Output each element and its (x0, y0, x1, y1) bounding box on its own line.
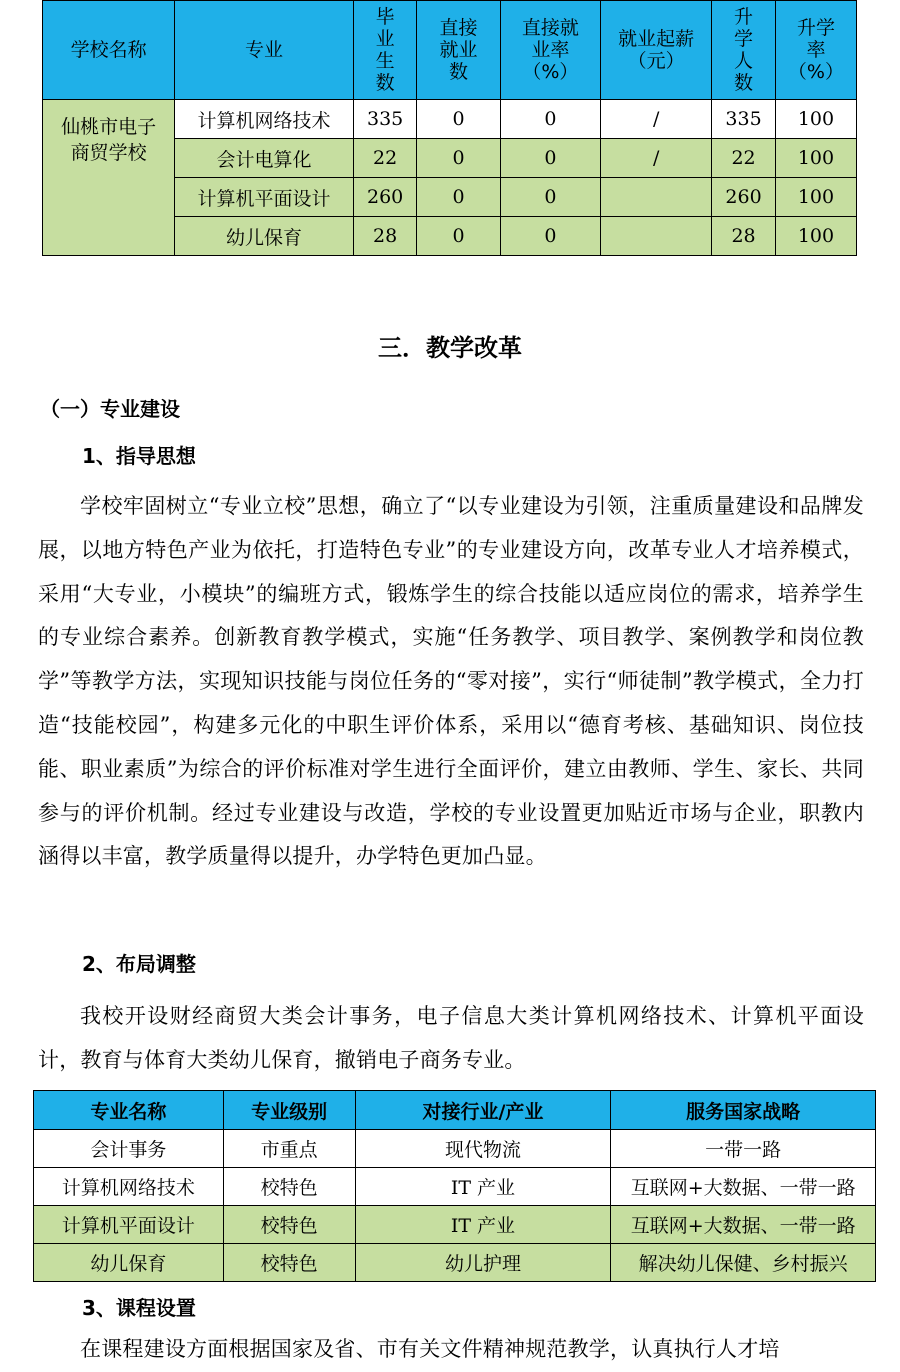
item2-title: 2、布局调整 (82, 952, 196, 976)
major-table (33, 1090, 876, 1282)
item3-title: 3、课程设置 (82, 1296, 196, 1320)
table-cell: 会计事务 (34, 1130, 224, 1168)
table-cell: 100 (775, 139, 856, 178)
header-industry: 对接行业/产业 (355, 1091, 611, 1130)
header-further-study: 升学人数 (712, 1, 776, 100)
table-cell: 335 (353, 100, 417, 139)
school-name-cell: 仙桃市电子商贸学校 (43, 100, 175, 256)
table-row (43, 100, 857, 139)
header-graduates: 毕业生数 (353, 1, 417, 100)
table-cell: 22 (712, 139, 776, 178)
table-cell: 260 (712, 178, 776, 217)
subsection-title: （一）专业建设 (40, 397, 180, 421)
table-cell: 会计电算化 (175, 139, 354, 178)
header-school: 学校名称 (43, 1, 175, 100)
table-cell: 计算机网络技术 (175, 100, 354, 139)
table-cell: 市重点 (223, 1130, 355, 1168)
table-cell: 0 (500, 139, 601, 178)
table-cell: 0 (417, 100, 500, 139)
table-row (34, 1168, 876, 1206)
table-cell: 互联网+大数据、一带一路 (611, 1168, 876, 1206)
header-starting-salary: 就业起薪（元） (601, 1, 712, 100)
table-cell: 现代物流 (355, 1130, 611, 1168)
table-cell: 幼儿保育 (34, 1244, 224, 1282)
table-cell: 校特色 (223, 1206, 355, 1244)
table-cell: IT 产业 (355, 1168, 611, 1206)
table-cell (601, 217, 712, 256)
table-cell: 0 (417, 139, 500, 178)
header-employment-rate: 直接就业率（%） (500, 1, 601, 100)
table-cell: 一带一路 (611, 1130, 876, 1168)
table-cell: 335 (712, 100, 776, 139)
table-header-row (43, 1, 857, 100)
table-cell: 幼儿保育 (175, 217, 354, 256)
table-cell: 计算机网络技术 (34, 1168, 224, 1206)
table-cell: / (601, 139, 712, 178)
header-major: 专业 (175, 1, 354, 100)
table-cell: 28 (712, 217, 776, 256)
table-cell: 解决幼儿保健、乡村振兴 (611, 1244, 876, 1282)
table-cell: 计算机平面设计 (175, 178, 354, 217)
table-cell: 100 (775, 178, 856, 217)
table-row (34, 1206, 876, 1244)
table-cell: 100 (775, 100, 856, 139)
table-cell: 0 (500, 100, 601, 139)
table-row (34, 1130, 876, 1168)
section-title: 三．教学改革 (378, 334, 522, 362)
table-cell: 22 (353, 139, 417, 178)
table-row (34, 1244, 876, 1282)
employment-table (42, 0, 857, 256)
header-further-study-rate: 升学率（%） (775, 1, 856, 100)
table-cell: 100 (775, 217, 856, 256)
table-cell: 0 (500, 217, 601, 256)
table-cell (601, 178, 712, 217)
header-major-level: 专业级别 (223, 1091, 355, 1130)
table-cell: 校特色 (223, 1244, 355, 1282)
table-cell: 校特色 (223, 1168, 355, 1206)
table-cell: 0 (417, 217, 500, 256)
header-major-name: 专业名称 (34, 1091, 224, 1130)
table-cell: 互联网+大数据、一带一路 (611, 1206, 876, 1244)
table-header-row (34, 1091, 876, 1130)
item1-paragraph: 学校牢固树立“专业立校”思想，确立了“以专业建设为引领，注重质量建设和品牌发展，以地方特色产业为依托，打造特色专业”的专业建设方向，改革专业人才培养模式，采用“大专业，小模块”的编班方式，锻炼学生的综合技能以适应岗位的需求，培养学生的专业综合素养。创新教育教学模式，实施“任务教学、项目教学、案例教学和岗位教学”等教学方法，实现知识技能与岗位任务的“零对接”，实行“师徒制”教学模式，全力打造“技能校园”，构建多元化的中职生评价体系，采用以“德育考核、基础知识、岗位技能、职业素质”为综合的评价标准对学生进行全面评价，建立由教师、学生、家长、共同参与的评价机制。经过专业建设与改造，学校的专业设置更加贴近市场与企业，职教内涵得以丰富，教学质量得以提升，办学特色更加凸显。 (38, 494, 864, 869)
table-cell: 0 (500, 178, 601, 217)
header-direct-employment: 直接就业数 (417, 1, 500, 100)
table-cell: 28 (353, 217, 417, 256)
table-cell: 0 (417, 178, 500, 217)
table-cell: 计算机平面设计 (34, 1206, 224, 1244)
table-cell: 260 (353, 178, 417, 217)
item2-paragraph: 我校开设财经商贸大类会计事务，电子信息大类计算机网络技术、计算机平面设计，教育与体育大类幼儿保育，撤销电子商务专业。 (38, 1004, 864, 1072)
table-cell: 幼儿护理 (355, 1244, 611, 1282)
item3-paragraph: 在课程建设方面根据国家及省、市有关文件精神规范教学，认真执行人才培 (80, 1337, 780, 1361)
item1-title: 1、指导思想 (82, 444, 196, 468)
table-cell: / (601, 100, 712, 139)
header-national-strategy: 服务国家战略 (611, 1091, 876, 1130)
table-cell: IT 产业 (355, 1206, 611, 1244)
